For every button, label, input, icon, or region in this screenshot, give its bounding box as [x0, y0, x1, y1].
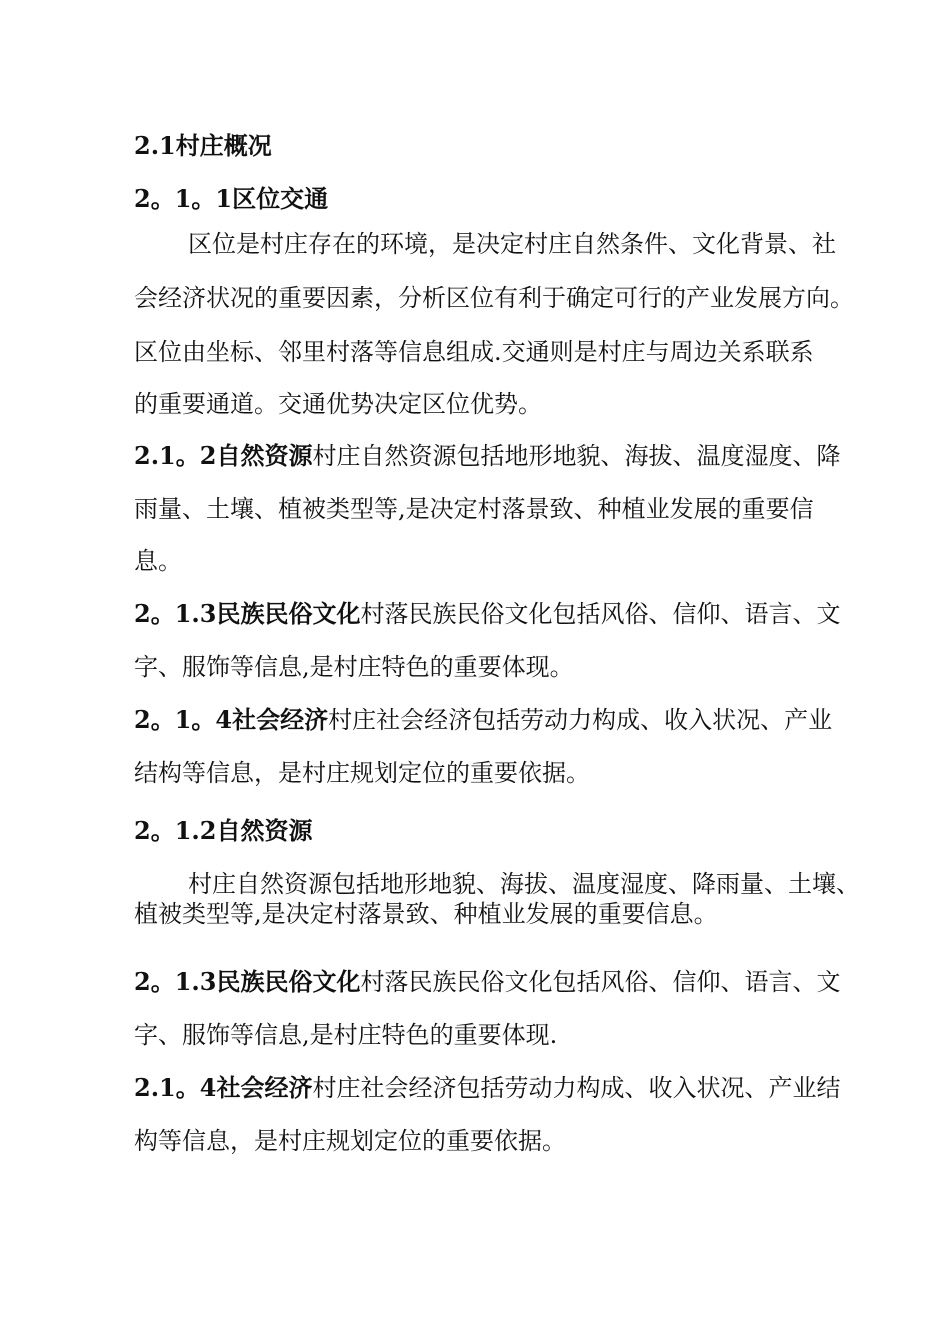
paragraph-line	[134, 705, 832, 735]
inline-heading: 2.1。2自然资源	[134, 441, 313, 470]
inline-heading: 2。1.3民族民俗文化	[134, 967, 361, 996]
paragraph-line: 会经济状况的重要因素，分析区位有利于确定可行的产业发展方向。	[134, 284, 854, 312]
paragraph-text: 村庄社会经济包括劳动力构成、收入状况、产业结	[312, 1074, 841, 1102]
paragraph-line: 结构等信息，是村庄规划定位的重要依据。	[134, 759, 590, 787]
paragraph-text: 村落民族民俗文化包括风俗、信仰、语言、文	[360, 600, 841, 628]
paragraph-line: 植被类型等,是决定村落景致、种植业发展的重要信息。	[134, 900, 718, 928]
paragraph-line	[134, 441, 840, 471]
paragraph-line: 雨量、土壤、植被类型等,是决定村落景致、种植业发展的重要信	[134, 495, 814, 523]
paragraph-line: 构等信息，是村庄规划定位的重要依据。	[134, 1127, 566, 1155]
subsection-heading: 2。1。1区位交通	[134, 184, 329, 213]
paragraph-line	[134, 1073, 840, 1103]
paragraph-line: 的重要通道。交通优势决定区位优势。	[134, 390, 542, 418]
paragraph-line: 区位由坐标、邻里村落等信息组成.交通则是村庄与周边关系联系	[134, 338, 814, 366]
paragraph-line	[134, 599, 840, 629]
paragraph-line: 字、服饰等信息,是村庄特色的重要体现。	[134, 653, 574, 681]
section-heading: 2.1村庄概况	[134, 131, 272, 160]
subsection-heading: 2。1.2自然资源	[134, 816, 313, 845]
paragraph-line: 村庄自然资源包括地形地貌、海拔、温度湿度、降雨量、土壤、	[188, 870, 860, 898]
paragraph-text: 村庄社会经济包括劳动力构成、收入状况、产业	[328, 706, 833, 734]
inline-heading: 2。1。4社会经济	[134, 705, 329, 734]
paragraph-line: 息。	[134, 547, 182, 575]
paragraph-line	[134, 967, 840, 997]
inline-heading: 2。1.3民族民俗文化	[134, 599, 361, 628]
inline-heading: 2.1。4社会经济	[134, 1073, 313, 1102]
paragraph-line: 区位是村庄存在的环境，是决定村庄自然条件、文化背景、社	[188, 230, 836, 258]
paragraph-text: 村落民族民俗文化包括风俗、信仰、语言、文	[360, 968, 841, 996]
paragraph-line: 字、服饰等信息,是村庄特色的重要体现.	[134, 1021, 558, 1049]
paragraph-text: 村庄自然资源包括地形地貌、海拔、温度湿度、降	[312, 442, 841, 470]
